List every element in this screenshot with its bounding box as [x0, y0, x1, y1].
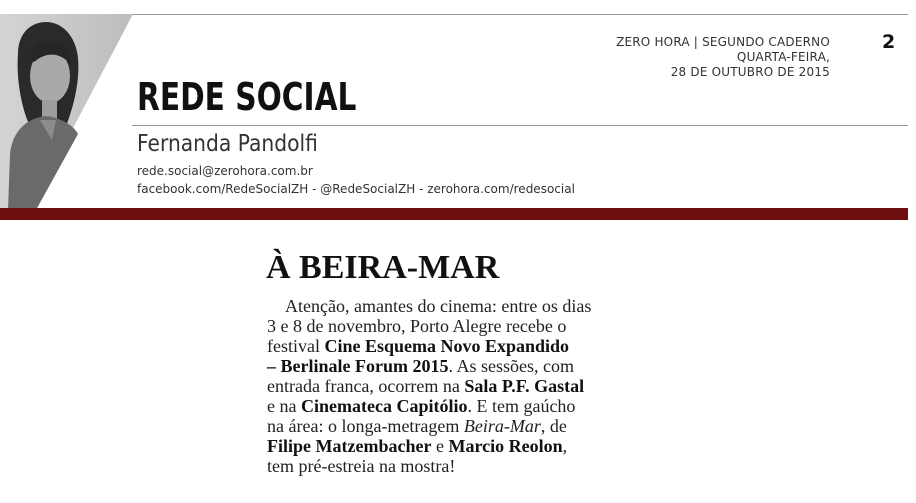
social-links: facebook.com/RedeSocialZH - @RedeSocialZH - zerohora.com/redesocial [137, 182, 575, 196]
columnist-portrait [0, 14, 135, 210]
body-text: festival [267, 336, 325, 356]
publication-date: 28 DE OUTUBRO DE 2015 [670, 65, 830, 79]
top-rule [0, 14, 908, 15]
body-text: . E tem gaúcho [467, 396, 576, 416]
brand-bar [0, 208, 908, 220]
columnist-name: Fernanda Pandolfi [137, 131, 318, 157]
body-text: , [562, 436, 568, 456]
venue-2: Cinemateca Capitólio [300, 396, 468, 416]
film-title: Beira-Mar [463, 416, 541, 436]
body-line-8 [267, 436, 627, 456]
columnist-email: rede.social@zerohora.com.br [137, 164, 313, 178]
publication-weekday: QUARTA-FEIRA, [736, 50, 830, 64]
section-title: REDE SOCIAL [137, 75, 357, 119]
body-line-5 [267, 376, 627, 396]
body-line-6 [267, 396, 627, 416]
publication-info [616, 35, 830, 80]
page-number: 2 [882, 31, 896, 53]
body-line-3 [267, 336, 627, 356]
body-text: entrada franca, ocorrem na [267, 376, 465, 396]
body-line-7 [267, 416, 627, 436]
body-line-4 [267, 356, 627, 376]
body-line-1: Atenção, amantes do cinema: entre os dias [285, 296, 592, 316]
body-text: , de [540, 416, 567, 436]
article-body [267, 296, 627, 476]
body-text: e [431, 436, 449, 456]
director-2: Marcio Reolon [448, 436, 563, 456]
body-text: na área: o longa-metragem [267, 416, 464, 436]
header-divider [132, 125, 908, 126]
publication-name: ZERO HORA | SEGUNDO CADERNO [616, 35, 830, 49]
body-text: . As sessões, com [448, 356, 574, 376]
festival-name-cont: – Berlinale Forum 2015 [267, 356, 449, 376]
body-line-2: 3 e 8 de novembro, Porto Alegre recebe o [267, 316, 567, 336]
article-title: À BEIRA-MAR [266, 249, 500, 286]
festival-name: Cine Esquema Novo Expandido [324, 336, 570, 356]
venue-1: Sala P.F. Gastal [464, 376, 585, 396]
body-text: e na [267, 396, 301, 416]
director-1: Filipe Matzembacher [267, 436, 432, 456]
body-line-9: tem pré-estreia na mostra! [267, 456, 456, 476]
